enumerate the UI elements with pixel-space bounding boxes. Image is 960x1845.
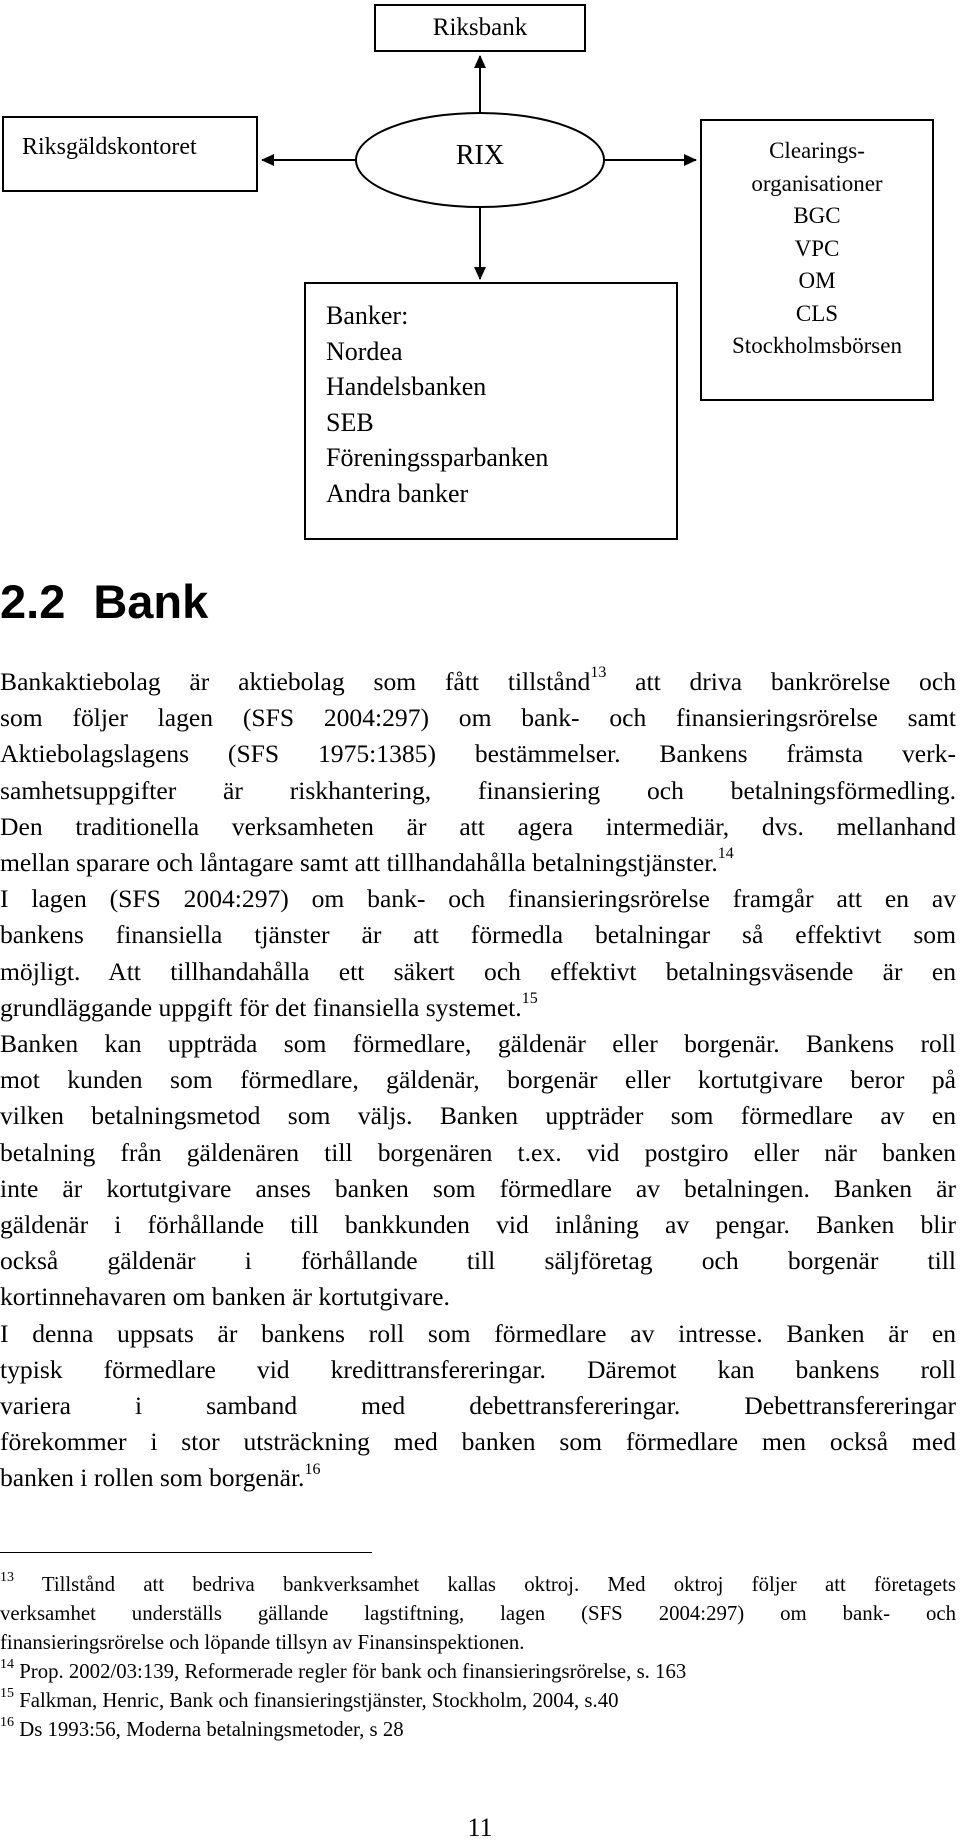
- line-text: inte är kortutgivare anses banken som förmedlare av betalningen. Banken är: [0, 1173, 956, 1203]
- line-text: som följer lagen (SFS 2004:297) om bank- och finansieringsrörelse samt: [0, 703, 956, 733]
- footnote-text: verksamhet underställs gällande lagstiftning, lagen (SFS 2004:297) om bank- och: [0, 1602, 956, 1625]
- riksgaldskontoret-label: Riksgäldskontoret: [22, 134, 197, 160]
- line-text: I lagen (SFS 2004:297) om bank- och finansieringsrörelse framgår att en av: [0, 884, 956, 914]
- paragraph-line: [0, 736, 956, 772]
- paragraph-line: [0, 1424, 956, 1460]
- page-number: 11: [467, 1813, 493, 1842]
- paragraph-line: [0, 881, 956, 917]
- line-text: variera i samband med debettransfereringar. Debettransfereringar: [0, 1391, 956, 1421]
- clearing-line: VPC: [794, 235, 840, 261]
- line-text: samhetsuppgifter är riskhantering, finansiering och betalningsförmedling.: [0, 775, 956, 805]
- footnotes: [0, 1570, 956, 1744]
- line-text: Banken kan uppträda som förmedlare, gäldenär eller borgenär. Bankens roll: [0, 1029, 956, 1059]
- footnote: [0, 1657, 956, 1686]
- riksgaldskontoret-box: [2, 116, 258, 192]
- line-text: mot kunden som förmedlare, gäldenär, borgenär eller kortutgivare beror på: [0, 1065, 956, 1095]
- line-text: förekommer i stor utsträckning med banken som förmedlare men också med: [0, 1427, 956, 1457]
- paragraph-line: [0, 773, 956, 809]
- footnote-line: [0, 1657, 956, 1686]
- line-text: också gäldenär i förhållande till säljföretag och borgenär till: [0, 1246, 956, 1276]
- footnote-text: Prop. 2002/03:139, Reformerade regler för bank och finansieringsrörelse, s. 163: [14, 1660, 687, 1683]
- line-text: Bankaktiebolag är aktiebolag som fått tillstånd: [0, 667, 591, 696]
- riksbank-box: [374, 4, 586, 52]
- paragraph-line: [0, 1026, 956, 1062]
- line-text: typisk förmedlare vid kredittransfereringar. Däremot kan bankens roll: [0, 1354, 956, 1384]
- banker-line: SEB: [326, 407, 374, 437]
- paragraph-line: [0, 1388, 956, 1424]
- footnote-line: [0, 1715, 956, 1744]
- paragraph-line: [0, 1279, 956, 1315]
- paragraph-line: [0, 1460, 956, 1496]
- line-text: vilken betalningsmetod som väljs. Banken uppträder som förmedlare av en: [0, 1101, 956, 1131]
- line-text: banken i rollen som borgenär.: [0, 1463, 305, 1493]
- banker-line: Andra banker: [326, 478, 469, 508]
- paragraph-line: [0, 954, 956, 990]
- footnote-line: [0, 1628, 956, 1657]
- clearing-line: Stockholmsbörsen: [732, 333, 902, 358]
- line-text: gäldenär i förhållande till bankkunden vid inlåning av pengar. Banken blir: [0, 1210, 956, 1240]
- line-text: I denna uppsats är bankens roll som förmedlare av intresse. Banken är en: [0, 1318, 956, 1348]
- clearing-line: Clearings-: [769, 138, 865, 163]
- footnote-divider: [0, 1552, 372, 1553]
- footnote-number: 15: [0, 1686, 14, 1702]
- footnote-reference: 14: [717, 845, 734, 863]
- paragraph-line: [0, 845, 956, 881]
- paragraph-line: [0, 1171, 956, 1207]
- footnote-text: Falkman, Henric, Bank och finansieringstjänster, Stockholm, 2004, s.40: [14, 1689, 619, 1712]
- paragraph-line: [0, 917, 956, 953]
- line-text: att driva bankrörelse och: [606, 667, 956, 696]
- paragraph: [0, 664, 956, 881]
- paragraph-line: [0, 1098, 956, 1134]
- clearing-line: OM: [798, 268, 836, 293]
- line-text: kortinnehavaren om banken är kortutgivare.: [0, 1282, 450, 1312]
- line-text: möjligt. Att tillhandahålla ett säkert och effektivt betalningsväsende är en: [0, 956, 956, 986]
- footnote-number: 16: [0, 1715, 14, 1731]
- footnote-number: 13: [0, 1570, 14, 1586]
- clearing-line: CLS: [795, 300, 839, 326]
- section-number: 2.2: [0, 575, 66, 628]
- paragraph-line: [0, 1316, 956, 1352]
- paragraph-line: [0, 809, 956, 845]
- paragraph-line: [0, 1135, 956, 1171]
- footnote: [0, 1686, 956, 1715]
- clearing-line: BGC: [793, 203, 841, 228]
- paragraph-line: [0, 1207, 956, 1243]
- footnote-line: [0, 1686, 956, 1715]
- paragraph: [0, 881, 956, 1026]
- banker-line: Föreningssparbanken: [326, 443, 549, 472]
- footnote-text: Tillstånd att bedriva bankverksamhet kallas oktroj. Med oktroj följer att företagets: [14, 1573, 956, 1596]
- line-text: mellan sparare och låntagare samt att tillhandahålla betalningstjänster.: [0, 848, 718, 878]
- line-text: grundläggande uppgift för det finansiella systemet.: [0, 992, 522, 1022]
- paragraph-line: [0, 1243, 956, 1279]
- footnote-number: 14: [0, 1657, 14, 1673]
- footnote: [0, 1570, 956, 1657]
- footnote-line: [0, 1599, 956, 1628]
- footnote-reference: 15: [521, 990, 538, 1008]
- footnote-reference: 16: [304, 1460, 321, 1478]
- line-text: bankens finansiella tjänster är att förmedla betalningar så effektivt som: [0, 920, 956, 950]
- paragraph-line: [0, 1352, 956, 1388]
- line-text: betalning från gäldenären till borgenären t.ex. vid postgiro eller när banken: [0, 1137, 956, 1167]
- clearing-line: organisationer: [751, 170, 883, 196]
- banker-box: [304, 282, 678, 540]
- paragraph-line: [0, 700, 956, 736]
- riksbank-label: Riksbank: [432, 14, 528, 41]
- paragraph: [0, 1026, 956, 1316]
- banker-line: Handelsbanken: [326, 372, 487, 401]
- line-text: Aktiebolagslagens (SFS 1975:1385) bestämmelser. Bankens främsta verk-: [0, 739, 956, 769]
- footnote-line: [0, 1570, 956, 1599]
- paragraph-line: [0, 1062, 956, 1098]
- payment-system-diagram: [0, 0, 960, 560]
- section-title: Bank: [93, 575, 209, 628]
- clearing-box: [700, 119, 934, 401]
- rix-label: RIX: [455, 140, 505, 171]
- banker-line: Nordea: [326, 336, 403, 366]
- paragraph: [0, 1316, 956, 1497]
- paragraph-line: [0, 990, 956, 1026]
- banker-line: Banker:: [326, 301, 409, 330]
- footnote-text: finansieringsrörelse och löpande tillsyn av Finansinspektionen.: [0, 1631, 525, 1654]
- paragraph-line: [0, 664, 956, 700]
- footnote-reference: 13: [590, 664, 607, 682]
- footnote: [0, 1715, 956, 1744]
- footnote-text: Ds 1993:56, Moderna betalningsmetoder, s 28: [14, 1718, 404, 1741]
- body-text: [0, 664, 956, 1497]
- section-heading: [0, 574, 208, 630]
- line-text: Den traditionella verksamheten är att agera intermediär, dvs. mellanhand: [0, 811, 956, 841]
